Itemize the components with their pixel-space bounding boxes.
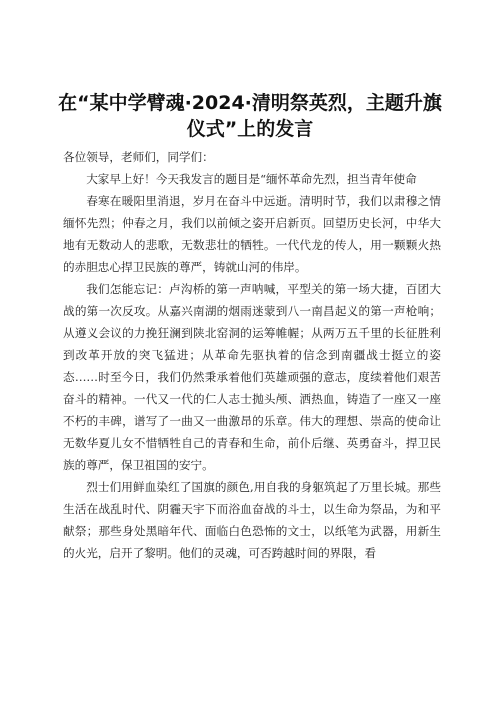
paragraph-spring: 春寒在暖阳里消退，岁月在奋斗中远逝。清明时节，我们以肃穆之情缅怀先烈；仲春之月，我们以前倾之姿开启新页。回望历史长河，中华大地有无数动人的悲歌，无数悲壮的牺牲。一代代龙的传人，用一颗颗火热的赤胆忠心捍卫民族的尊严，铸就山河的伟岸。	[63, 194, 441, 274]
document-title: 在“某中学臂魂·2024·清明祭英烈，主题升旗仪式”上的发言	[58, 92, 442, 140]
document-body	[63, 146, 441, 564]
paragraph-history: 我们怎能忘记：卢沟桥的第一声呐喊，平型关的第一场大捷，百团大战的第一次反攻。从嘉兴南湖的烟雨迷蒙到八一南昌起义的第一声枪响；从遵义会议的力挽狂澜到陕北窑洞的运筹帷幄；从两万五千里的长征胜利到改革开放的突飞猛进；从革命先驱执着的信念到南疆战士挺立的姿态……时至今日，我们仍然秉承着他们英雄顽强的意志，度续着他们艰苦奋斗的精神。一代又一代的仁人志士抛头颅、洒热血，铸造了一座又一座不朽的丰碑，谱写了一曲又一曲激昂的乐章。伟大的理想、崇高的使命让无数华夏儿女不惜牺牲自己的青春和生命，前仆后继、英勇奋斗，捍卫民族的尊严，保卫祖国的安宁。	[63, 282, 441, 472]
paragraph-martyrs: 烈士们用鲜血染红了国旗的颜色,用自我的身躯筑起了万里长城。那些生活在战乱时代、阴霾天宇下而浴血奋战的斗士，以生命为祭品，为和平献祭；那些身处黑暗年代、面临白色恐怖的文士，以纸笔为武器，用新生的火光，启开了黎明。他们的灵魂，可否跨越时间的界限，看	[63, 480, 441, 560]
salutation: 各位领导，老师们，同学们：	[63, 150, 214, 164]
paragraph-greeting: 大家早上好！今天我发言的题目是“缅怀革命先烈，担当青年使命	[86, 172, 417, 186]
